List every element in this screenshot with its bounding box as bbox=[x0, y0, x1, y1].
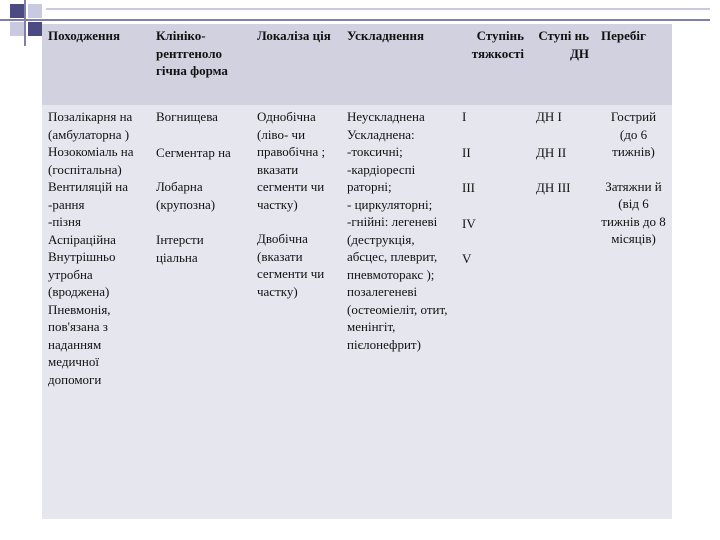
dn-item: ДН I bbox=[536, 109, 562, 124]
course-item: Гострий (до 6 тижнів) bbox=[610, 109, 657, 159]
complication-item: -токсичні; bbox=[347, 144, 403, 159]
header-row bbox=[42, 24, 672, 105]
header-localization: Локаліза ція bbox=[251, 24, 341, 105]
form-item: Вогнищева bbox=[156, 109, 218, 124]
severity-item: III bbox=[462, 180, 475, 195]
decor-line bbox=[24, 0, 26, 46]
header-dn: Ступі нь ДН bbox=[530, 24, 595, 105]
complication-item: - циркуляторні; bbox=[347, 196, 433, 212]
cell-form bbox=[150, 105, 251, 519]
header-complications: Ускладнення bbox=[341, 24, 456, 105]
dn-item: ДН II bbox=[536, 144, 567, 160]
origin-item: -пізня bbox=[48, 214, 81, 229]
origin-item: Позалікарня на (амбулаторна ) Нозокоміаль на (госпітальна) Вентиляцій на bbox=[48, 109, 134, 194]
header-severity: Ступінь тяжкості bbox=[456, 24, 530, 105]
header-course: Перебіг bbox=[595, 24, 672, 105]
cell-localization bbox=[251, 105, 341, 519]
localization-item: Двобічна (вказати сегменти чи частку) bbox=[257, 231, 325, 299]
form-item: Інтерсти ціальна bbox=[156, 232, 204, 265]
cell-dn bbox=[530, 105, 595, 519]
header-form: Клініко-рентгеноло гічна форма bbox=[150, 24, 251, 105]
severity-item: II bbox=[462, 144, 471, 160]
localization-item: Однобічна (ліво- чи правобічна ; вказати сегменти чи частку) bbox=[257, 109, 326, 212]
complication-item: -гнійні: легеневі (деструкція, абсцес, плеврит, пневмоторакс ); позалегеневі (остеоміеліт, отит, менінгіт, пієлонефрит) bbox=[347, 214, 448, 352]
decor-line bbox=[0, 19, 710, 21]
dn-item: ДН III bbox=[536, 180, 571, 195]
origin-item: -рання bbox=[48, 196, 85, 212]
cell-origin bbox=[42, 105, 150, 519]
decor-square bbox=[10, 4, 24, 18]
origin-item: Аспіраційна Внутрішньо утробна (вроджена) Пневмонія, пов'язана з наданням медичної допомоги bbox=[48, 231, 116, 387]
decor-square bbox=[28, 22, 42, 36]
decor-square bbox=[10, 22, 24, 36]
cell-severity bbox=[456, 105, 530, 519]
cell-complications bbox=[341, 105, 456, 519]
decor-square bbox=[28, 4, 42, 18]
severity-item: IV bbox=[462, 215, 476, 231]
form-item: Лобарна (крупозна) bbox=[156, 179, 216, 212]
complication-item: Неускладнена Ускладнена: bbox=[347, 109, 425, 142]
decor-line bbox=[46, 8, 710, 10]
severity-item: I bbox=[462, 109, 467, 124]
pneumonia-classification-table bbox=[42, 24, 672, 519]
course-item: Затяжни й (від 6 тижнів до 8 місяців) bbox=[601, 178, 666, 246]
severity-item: V bbox=[462, 251, 472, 266]
header-origin: Походження bbox=[42, 24, 150, 105]
table-row bbox=[42, 105, 672, 519]
form-item: Сегментар на bbox=[156, 144, 231, 160]
cell-course bbox=[595, 105, 672, 519]
complication-item: -кардіореспі раторні; bbox=[347, 161, 416, 194]
